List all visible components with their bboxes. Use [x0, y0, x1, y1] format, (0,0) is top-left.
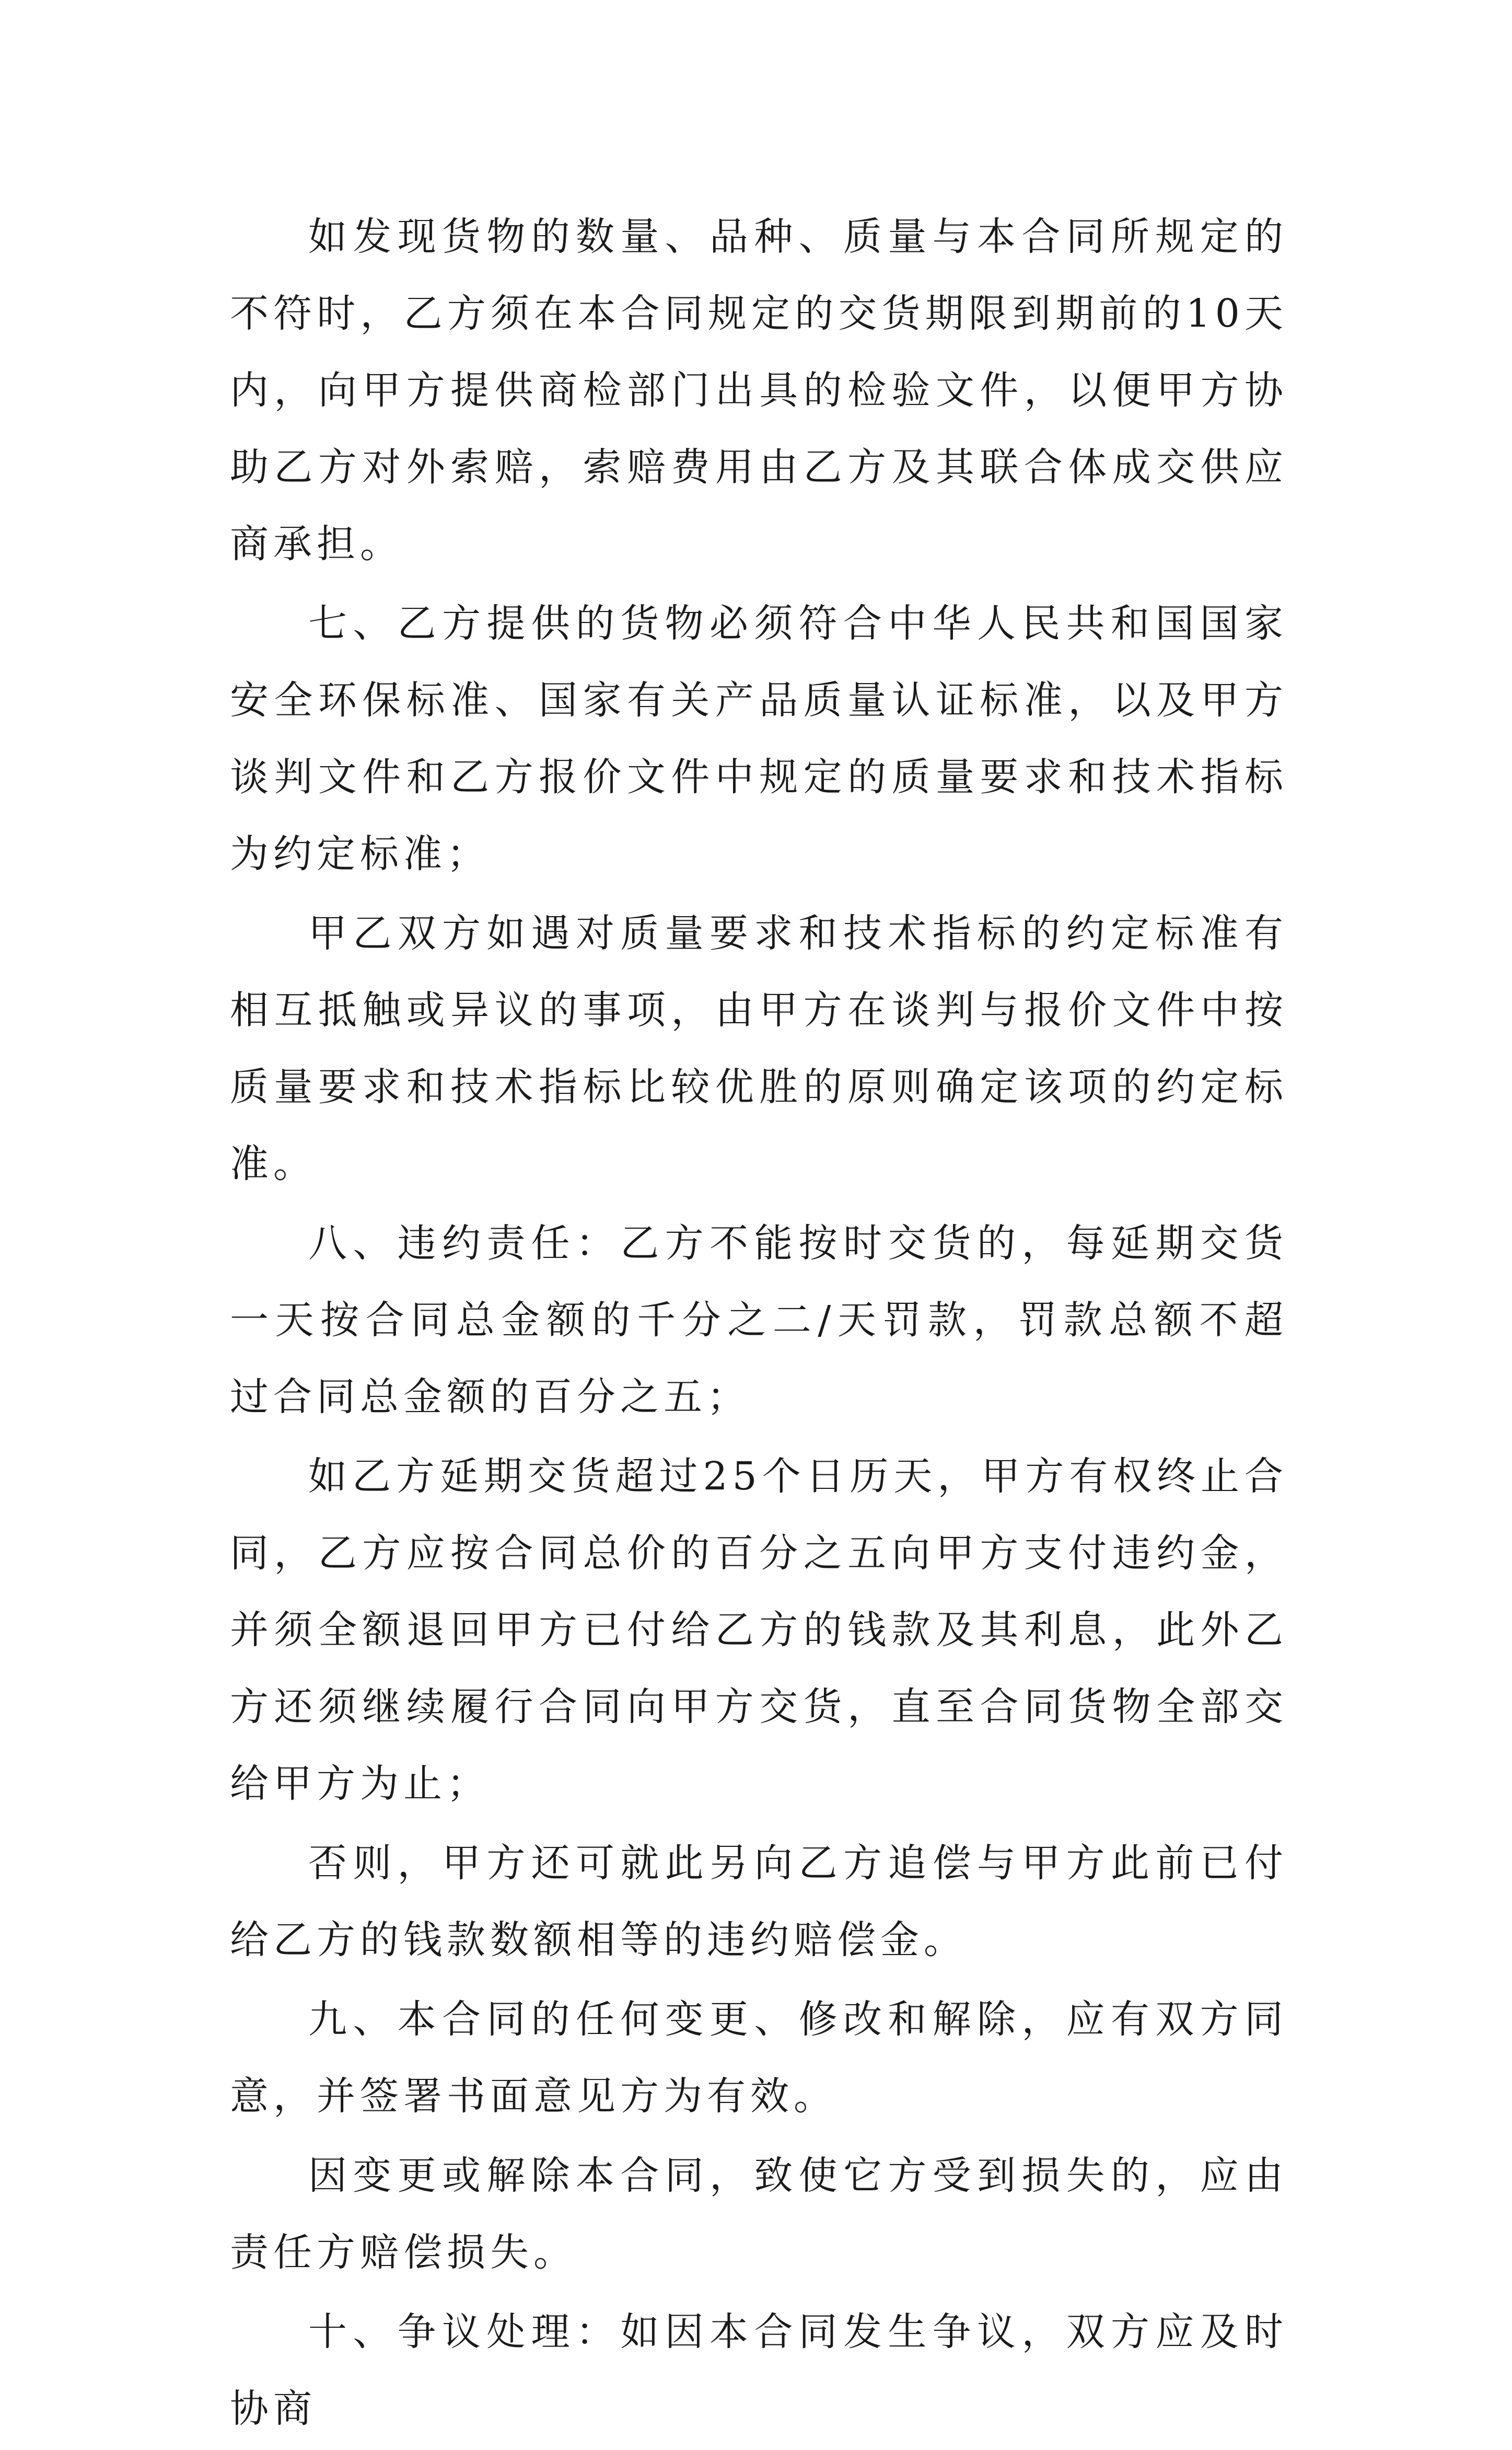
paragraph-compensation: 否则，甲方还可就此另向乙方追偿与甲方此前已付给乙方的钱款数额相等的违约赔偿金。	[230, 1841, 1288, 1962]
paragraph-late-delivery: 如乙方延期交货超过25个日历天，甲方有权终止合同，乙方应按合同总价的百分之五向甲方支付违约金，并须全额退回甲方已付给乙方的钱款及其利息，此外乙方还须继续履行合同向甲方交货，直至合同货物全部交给甲方为止；	[230, 1454, 1288, 1806]
paragraph-quality-conflict: 甲乙双方如遇对质量要求和技术指标的约定标准有相互抵触或异议的事项，由甲方在谈判与报价文件中按质量要求和技术指标比较优胜的原则确定该项的约定标准。	[230, 911, 1288, 1186]
paragraph-clause-10: 十、争议处理：如因本合同发生争议，双方应及时协商	[230, 2309, 1288, 2431]
paragraph-clause-7: 七、乙方提供的货物必须符合中华人民共和国国家安全环保标准、国家有关产品质量认证标准，以及甲方谈判文件和乙方报价文件中规定的质量要求和技术指标为约定标准；	[230, 601, 1288, 876]
paragraph-quantity-mismatch: 如发现货物的数量、品种、质量与本合同所规定的不符时，乙方须在本合同规定的交货期限到期前的10天内，向甲方提供商检部门出具的检验文件，以便甲方协助乙方对外索赔，索赔费用由乙方及其联合体成交供应商承担。	[230, 214, 1288, 567]
paragraph-loss-liability: 因变更或解除本合同，致使它方受到损失的，应由责任方赔偿损失。	[230, 2153, 1288, 2275]
paragraph-clause-8: 八、违约责任：乙方不能按时交货的，每延期交货一天按合同总金额的千分之二/天罚款，罚款总额不超过合同总金额的百分之五；	[230, 1221, 1288, 1419]
contract-body	[230, 199, 1288, 2450]
paragraph-clause-9: 九、本合同的任何变更、修改和解除，应有双方同意，并签署书面意见方为有效。	[230, 1997, 1288, 2119]
